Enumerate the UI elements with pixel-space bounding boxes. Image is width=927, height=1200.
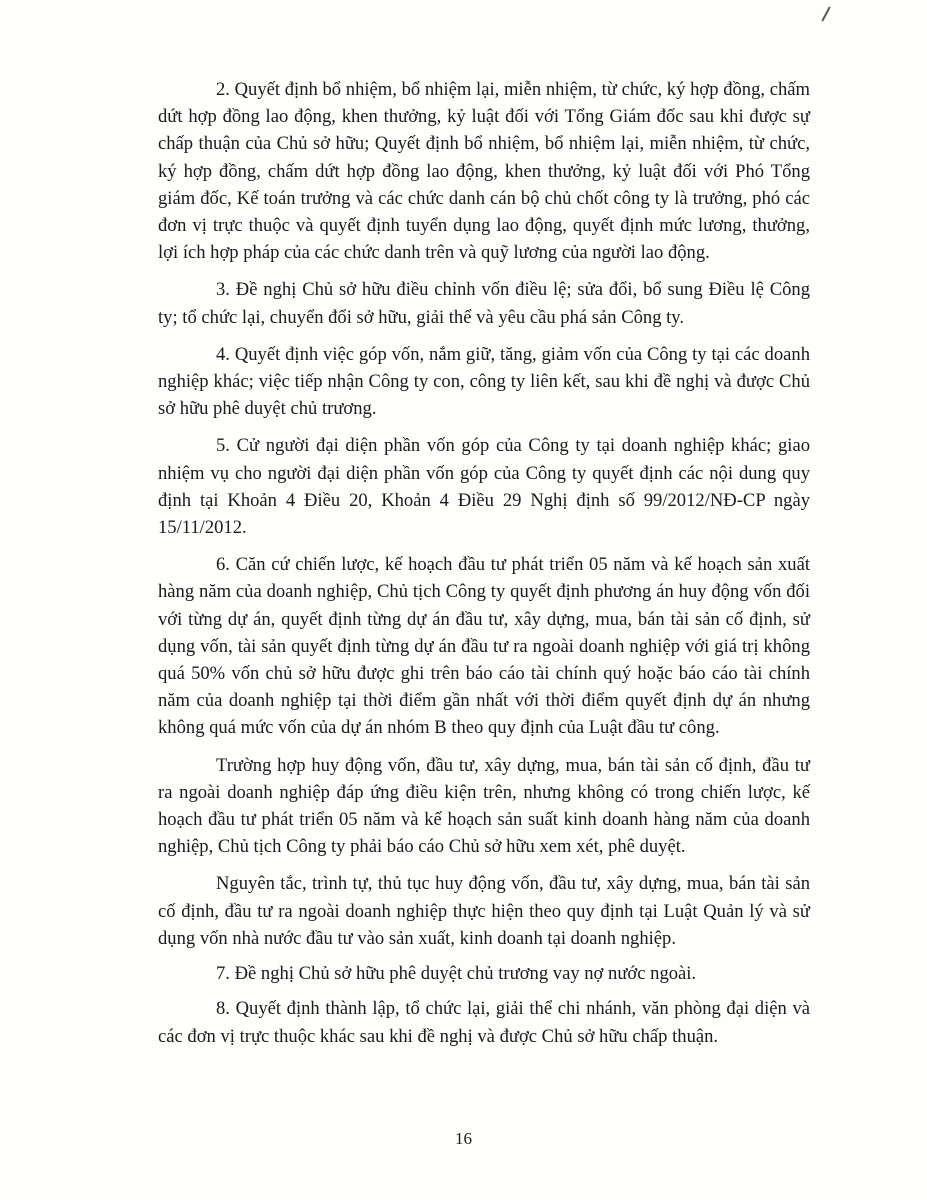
paragraph-item-6-principles: Nguyên tắc, trình tự, thủ tục huy động vốn, đầu tư, xây dựng, mua, bán tài sản cố định, đầu tư ra ngoài doanh nghiệp thực hiện theo quy định tại Luật Quản lý và sử dụng vốn nhà nước đầu tư vào sản xuất, kinh doanh tại doanh nghiệp. <box>158 873 810 949</box>
paragraph-item-7: 7. Đề nghị Chủ sở hữu phê duyệt chủ trương vay nợ nước ngoài. <box>216 963 697 985</box>
paragraph-item-3: 3. Đề nghị Chủ sở hữu điều chỉnh vốn điều lệ; sửa đổi, bổ sung Điều lệ Công ty; tổ chức lại, chuyển đổi sở hữu, giải thể và yêu cầu phá sản Công ty. <box>158 279 810 328</box>
paragraph-item-4: 4. Quyết định việc góp vốn, nắm giữ, tăng, giảm vốn của Công ty tại các doanh nghiệp khác; việc tiếp nhận Công ty con, công ty liên kết, sau khi đề nghị và được Chủ sở hữu phê duyệt chủ trương. <box>158 343 810 420</box>
paragraph-item-6: 6. Căn cứ chiến lược, kế hoạch đầu tư phát triển 05 năm và kế hoạch sản xuất hàng năm của doanh nghiệp, Chủ tịch Công ty quyết định phương án huy động vốn đối với từng dự án, quyết định từng dự án đầu tư, xây dựng, mua, bán tài sản cố định, sử dụng vốn, tài sản quyết định từng dự án đầu tư ra ngoài doanh nghiệp với giá trị không quá 50% vốn chủ sở hữu được ghi trên báo cáo tài chính quý hoặc báo cáo tài chính năm của doanh nghiệp tại thời điểm gần nhất với thời điểm quyết định dự án nhưng không quá mức vốn của dự án nhóm B theo quy định của Luật đầu tư công. <box>158 554 810 739</box>
paragraph-item-8: 8. Quyết định thành lập, tổ chức lại, giải thể chi nhánh, văn phòng đại diện và các đơn vị trực thuộc khác sau khi đề nghị và được Chủ sở hữu chấp thuận. <box>158 998 810 1047</box>
paragraph-item-2: 2. Quyết định bổ nhiệm, bổ nhiệm lại, miễn nhiệm, từ chức, ký hợp đồng, chấm dứt hợp đồng lao động, khen thưởng, kỷ luật đối với Tổng Giám đốc sau khi được sự chấp thuận của Chủ sở hữu; Quyết định bổ nhiệm, bổ nhiệm lại, miễn nhiệm, từ chức, ký hợp đồng, chấm dứt hợp đồng lao động, khen thưởng, kỷ luật đối với Phó Tổng giám đốc, Kế toán trưởng và các chức danh cán bộ chủ chốt công ty là trưởng, phó các đơn vị trực thuộc và quyết định tuyển dụng lao động, quyết định mức lương, thưởng, lợi ích hợp pháp của các chức danh trên và quỹ lương của người lao động. <box>158 79 810 264</box>
paragraph-item-5: 5. Cử người đại diện phần vốn góp của Công ty tại doanh nghiệp khác; giao nhiệm vụ cho người đại diện phần vốn góp của Công ty quyết định các nội dung quy định tại Khoản 4 Điều 20, Khoản 4 Điều 29 Nghị định số 99/2012/NĐ-CP ngày 15/11/2012. <box>158 435 810 539</box>
pen-mark <box>821 6 830 21</box>
paragraph-item-6-case: Trường hợp huy động vốn, đầu tư, xây dựng, mua, bán tài sản cố định, đầu tư ra ngoài doanh nghiệp đáp ứng điều kiện trên, nhưng không có trong chiến lược, kế hoạch đầu tư phát triển 05 năm và kế hoạch sản suất kinh doanh hàng năm của doanh nghiệp, Chủ tịch Công ty phải báo cáo Chủ sở hữu xem xét, phê duyệt. <box>158 754 810 858</box>
page-number: 16 <box>455 1129 472 1148</box>
document-body <box>158 76 810 1050</box>
